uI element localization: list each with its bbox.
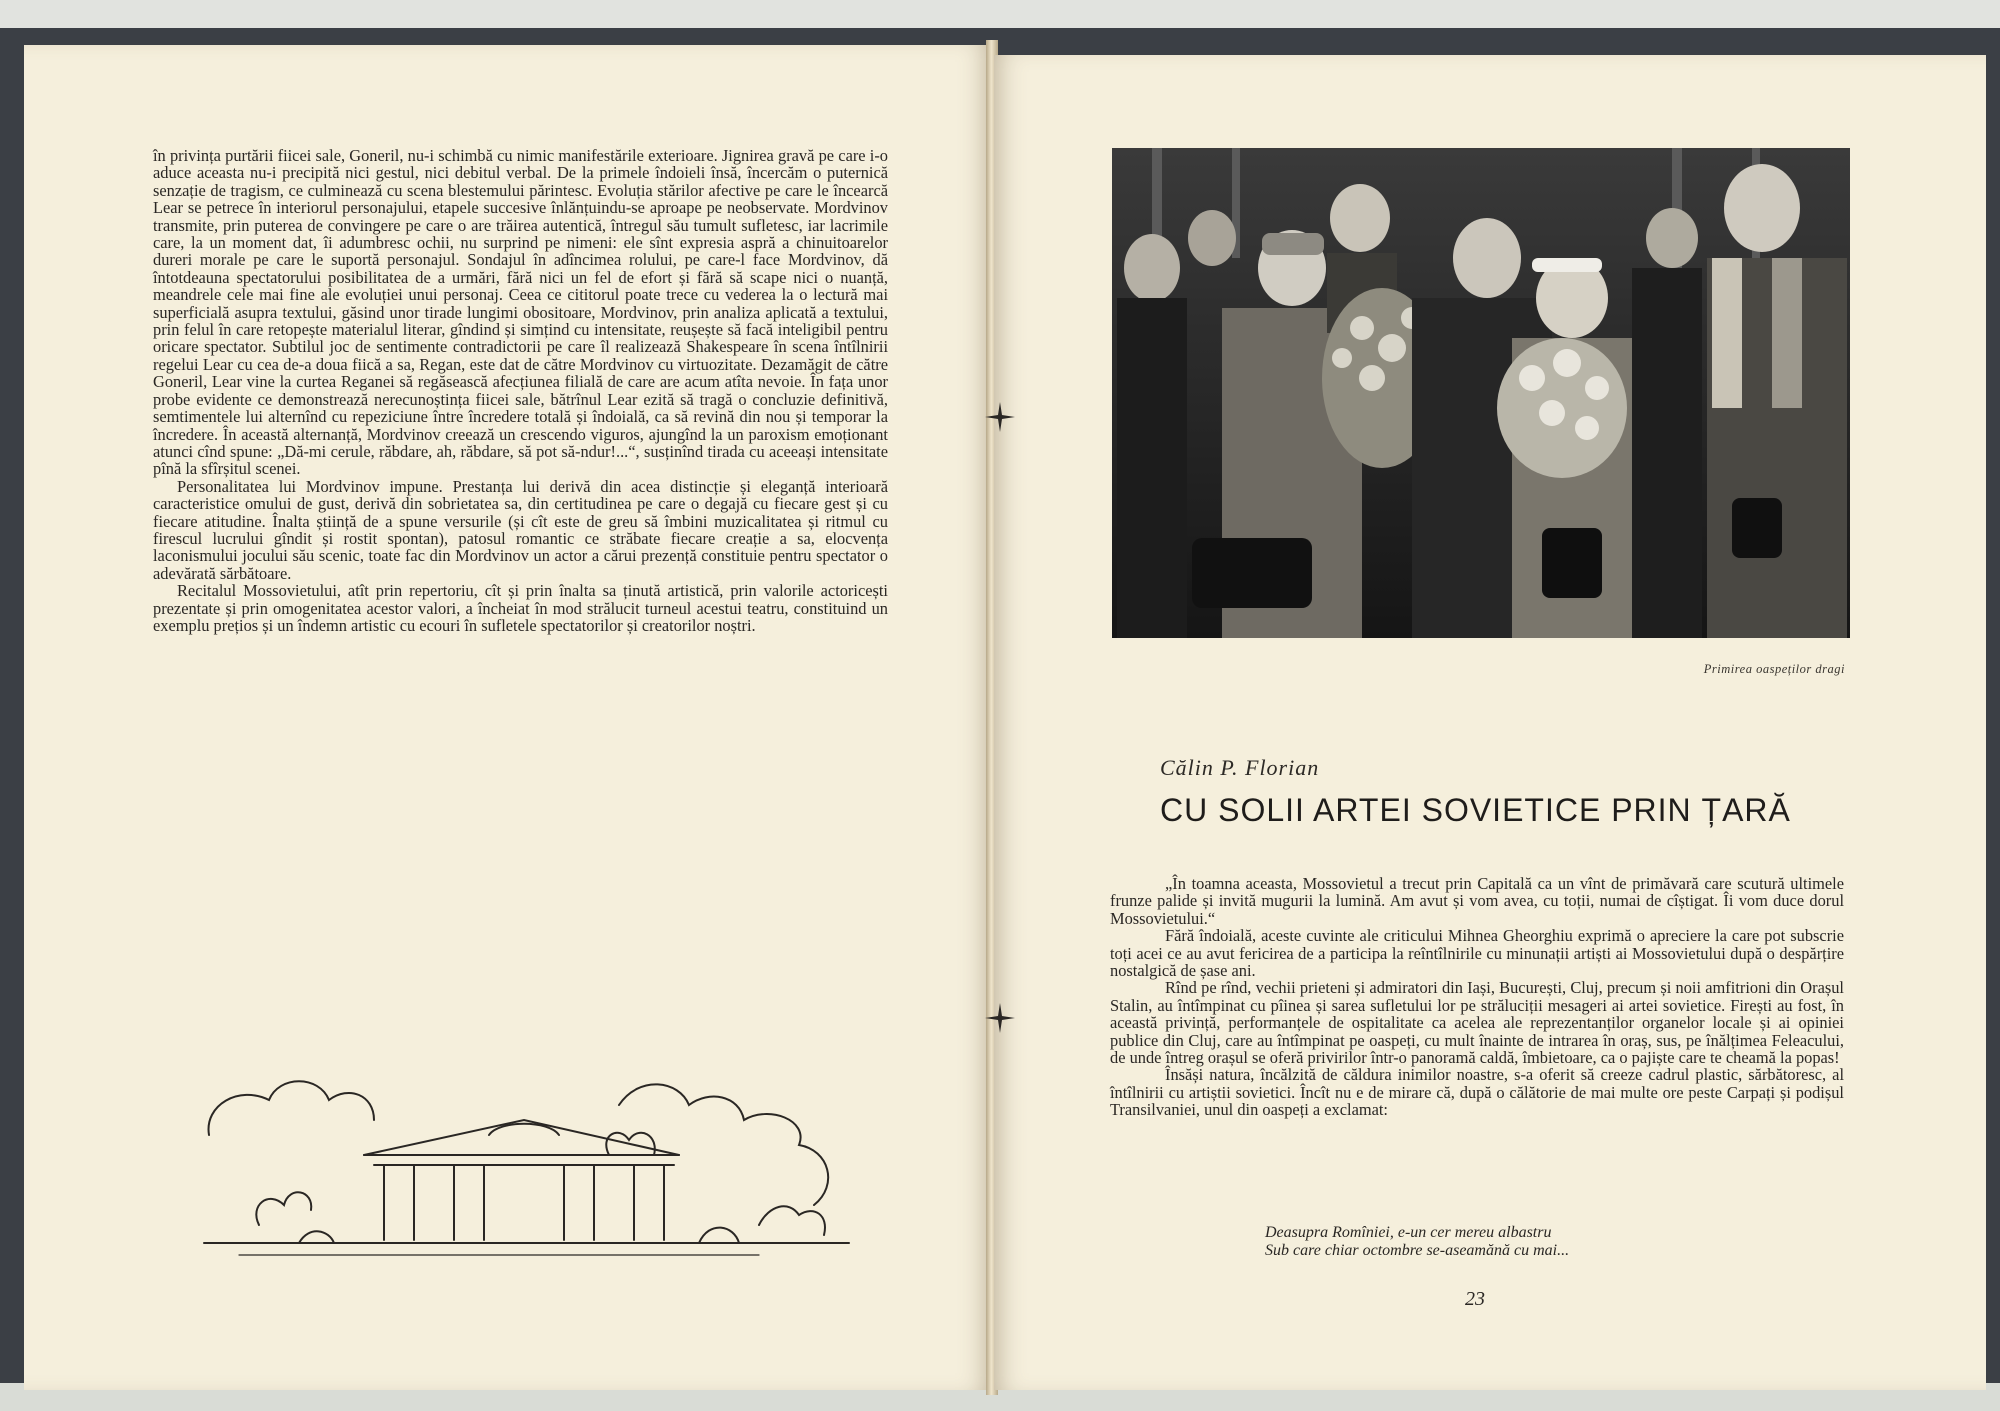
binding-ornament-icon xyxy=(985,1003,1015,1033)
paragraph: Rînd pe rînd, vechii prieteni și admiratori din Iași, București, Cluj, precum și noii amfitrioni din Orașul Stalin, au întîmpinat cu pîinea și sarea sufletului lor pe străluciții mesageri ai artei sovietice. Firești au fost, în această privință, performanțele de ospitalitate ca acelea ale reprezentanților organelor locale și ai opiniei publice din Cluj, care au întîmpinat pe oaspeți, cu mult înainte de intrarea în oraș, sus, pe înălțimea Feleacului, de unde întreg orașul se oferă privirilor într-o panoramă caldă, îmbietoare, ca o pajiște care te cheamă la popas! xyxy=(1110,978,1844,1068)
photo-caption: Primirea oaspeților dragi xyxy=(1703,662,1845,676)
paragraph: „În toamna aceasta, Mossovietul a trecut prin Capitală ca un vînt de primăvară care scutură ultimele frunze palide și invită mugurii la lumină. Am avut și vom avea, cu toții, numai de cîștigat. Îi vom duce dorul Mossovietului.“ xyxy=(1110,874,1844,928)
photo-welcoming-guests xyxy=(1112,148,1850,638)
binding-ornament-icon xyxy=(985,402,1015,432)
left-page-text xyxy=(153,147,888,634)
theatre-sketch-illustration xyxy=(199,1065,859,1265)
article-author: Călin P. Florian xyxy=(1160,755,1320,780)
poem-quote xyxy=(1265,1224,1745,1260)
left-page xyxy=(24,45,990,1390)
page-number: 23 xyxy=(1465,1288,1485,1310)
paragraph: Personalitatea lui Mordvinov impune. Prestanța lui derivă din acea distincție și eleganță interioară caracteristice omului de gust, derivă din sobrietatea sa, din certitudinea pe care o degajă cu fiecare gest și cu fiecare atitudine. Înalta știință de a spune versurile (și cît este de greu să îmbini muzicalitatea și ritmul cu firescul lucrului gîndit și rostit spontan), patosul romantic ce străbate fiecare creație a sa, elocvența laconismului jocului său scenic, toate fac din Mordvinov un actor a cărui prezență constituie pentru spectator o adevărată sărbătoare. xyxy=(153,476,888,583)
paragraph: Însăși natura, încălzită de căldura inimilor noastre, s-a oferit să creeze cadrul plastic, sărbătoresc, al întîlnirii cu artiștii sovietici. Încît nu e de mirare că, după o călătorie de mai multe ore peste Carpați și podișul Transilvaniei, unul din oaspeți a exclamat: xyxy=(1110,1065,1844,1120)
paragraph: Fără îndoială, aceste cuvinte ale criticului Mihnea Gheorghiu exprimă o apreciere la care pot subscrie toți acei ce au avut fericirea de a participa la reîntîlnirile cu minunații artiști ai Mossovietului după o despărțire nostalgică de șase ani. xyxy=(1110,926,1844,981)
poem-line: Sub care chiar octombre se-aseamănă cu mai... xyxy=(1265,1242,1570,1259)
paragraph: Recitalul Mossovietului, atît prin repertoriu, cît și prin înalta sa ținută artistică, prin valorile actoricești prezentate și prin omogenitatea acestor valori, a încheiat în mod strălucit turneul acestui teatru, constituind un exemplu prețios și un îndemn artistic cu ecouri în sufletele spectatorilor și creatorilor noștri. xyxy=(153,581,888,635)
paragraph: în privința purtării fiicei sale, Goneril, nu-i schimbă cu nimic manifestările exterioare. Jignirea gravă pe care i-o aduce aceasta nu-i precipită nici gestul, nici debitul verbal. De la primele îndoieli însă, încercăm o puternică senzație de tragism, ce culminează cu scena blestemului părintesc. Evoluția stărilor afective pe care le încearcă Lear se petrece în interiorul personajului, etapele succesive înlănțuindu-se aproape pe neobservate. Mordvinov transmite, prin puterea de convingere pe care o are trăirea autentică, întregul său tumult sufletesc, iar lacrimile care, la un moment dat, îi adumbresc ochii, nu surprind pe nimeni: ele sînt expresia aspră a chinuitoarelor dureri morale pe care le suportă personajul. Sondajul în adîncimea rolului, pe care-l face Mordvinov, dă întotdeauna spectatorului posibilitatea de a urmări, fără nici un fel de efort și fără să scape nici o nuanță, meandrele cele mai fine ale evoluției unui personaj. Ceea ce cititorul poate trece cu vederea la o lectură mai superficială asupra textului, găsind unor tirade lungimi obositoare, Mordvinov, prin analiza aplicată a textului, prin felul în care retopește materialul literar, gîndind și simțind cu intensitate, reușește să facă inteligibil pentru oricare spectator. Subtilul joc de sentimente contradictorii pe care îl realizează Shakespeare în scena întîlnirii regelui Lear cu cea de-a doua fiică a sa, Regan, este dat de către Mordvinov cu virtuozitate. Dezamăgit de către Goneril, Lear vine la curtea Reganei să regăsească afecțiunea filială de care are acum atîta nevoie. În fața unor probe evidente ce demonstrează nerecunoștința fiicei sale, bătrînul Lear ezită să tragă o concluzie definitivă, semtimentele lui alternînd cu repeziciune între încredere totală și îndoială, ca să revină din nou și temporar la încredere. În această alternanță, Mordvinov creează un crescendo viguros, ajungînd la un paroxism emoționant atunci cînd spune: „Dă-mi cerule, răbdare, ah, răbdare, să pot să-ndur!...“, susținînd tirada cu aceeași intensitate pînă la sfîrșitul scenei. xyxy=(153,146,888,479)
poem-line: Deasupra Romîniei, e-un cer mereu albastru xyxy=(1265,1224,1552,1241)
background-strip xyxy=(0,0,2000,30)
article-title: CU SOLII ARTEI SOVIETICE PRIN ȚARĂ xyxy=(1160,792,1791,828)
article-body xyxy=(1110,875,1844,1119)
photo-image xyxy=(1112,148,1850,638)
